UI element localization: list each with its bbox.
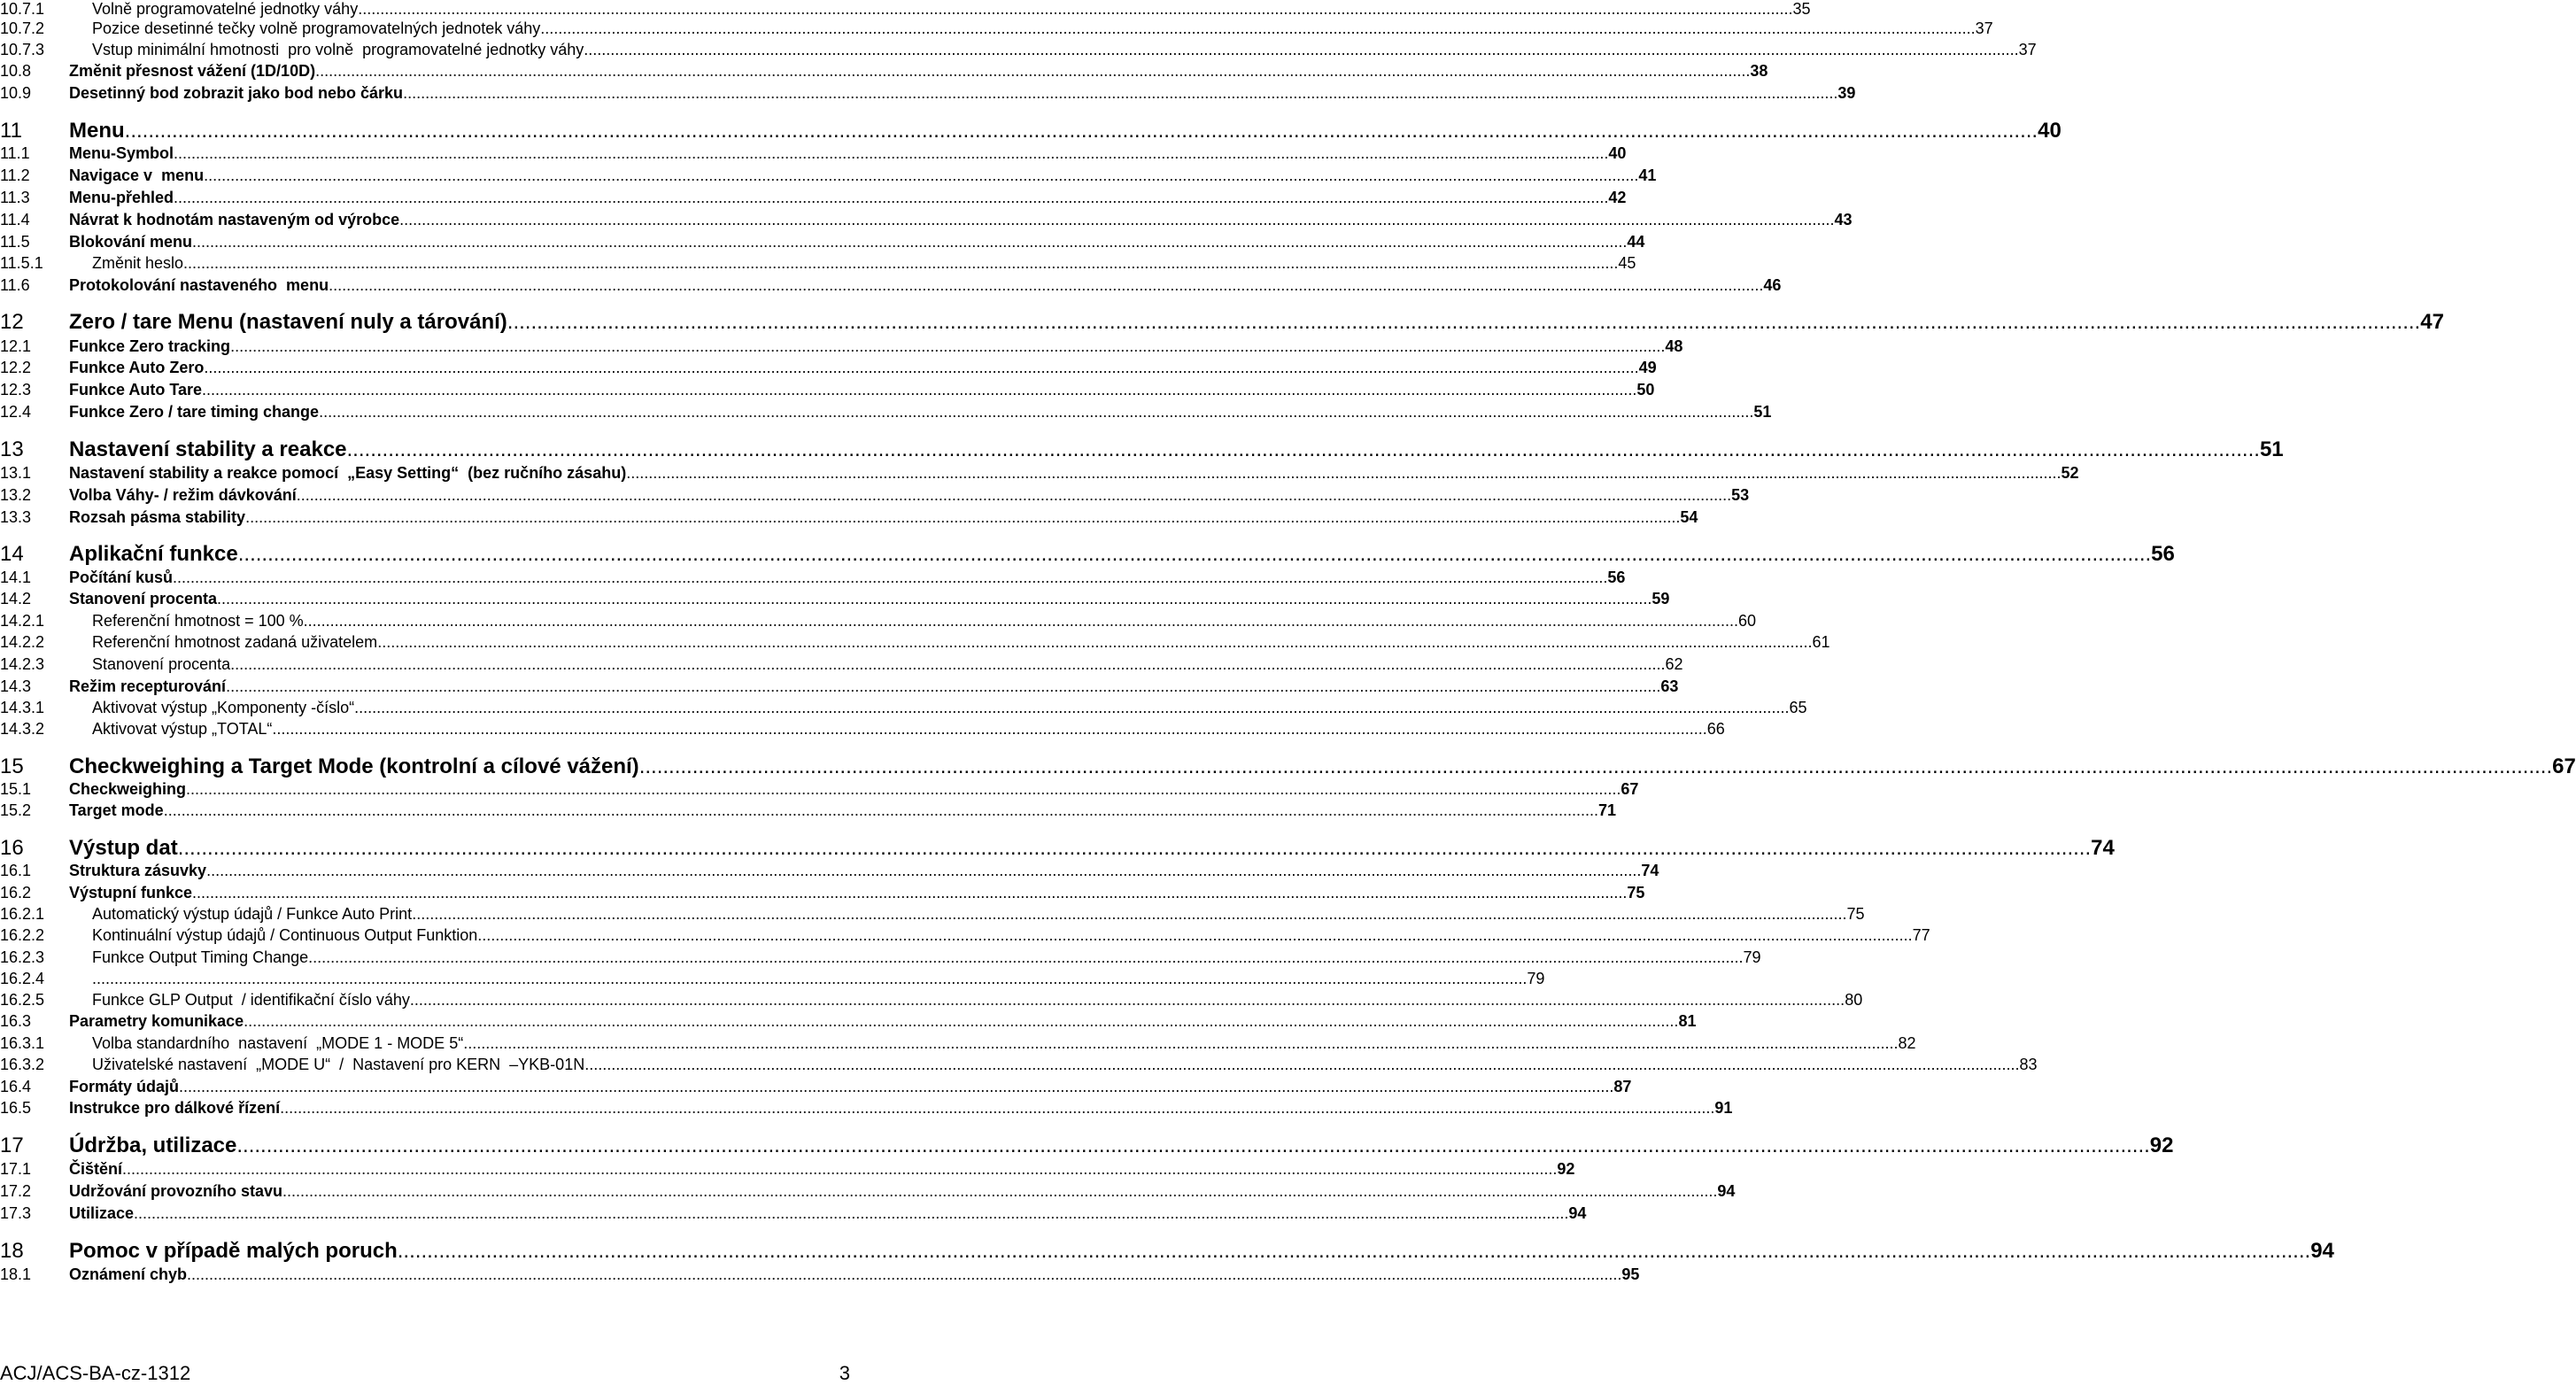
toc-entry-title: Pomoc v případě malých poruch <box>69 1239 398 1263</box>
toc-entry-number: 17 <box>0 1134 24 1157</box>
toc-leader-dots <box>403 84 1837 103</box>
toc-leader-dots <box>280 1099 1714 1118</box>
toc-leader-dots <box>122 1160 1557 1179</box>
toc-leader-dots <box>507 310 2420 335</box>
toc-entry[interactable] <box>0 926 1930 948</box>
toc-leader-dots <box>178 836 2091 861</box>
toc-entry-page: 87 <box>1613 1078 1632 1095</box>
toc-entry[interactable] <box>0 633 1830 654</box>
toc-entry[interactable] <box>0 1204 1587 1226</box>
toc-entry-number: 16.5 <box>0 1099 32 1117</box>
toc-leader-dots <box>192 884 1627 902</box>
toc-entry[interactable] <box>0 1160 1575 1181</box>
toc-entry[interactable] <box>0 970 1545 991</box>
toc-entry-number: 12.3 <box>0 381 32 398</box>
toc-entry-page: 46 <box>1763 276 1782 294</box>
toc-entry-title: Formáty údajů <box>69 1078 180 1095</box>
toc-entry-number: 10.8 <box>0 62 32 80</box>
toc-entry-number: 16.3 <box>0 1012 32 1030</box>
toc-leader-dots <box>202 381 1636 399</box>
toc-entry-number: 13.3 <box>0 508 32 526</box>
toc-entry-page: 38 <box>1750 62 1768 80</box>
toc-leader-dots <box>230 337 1665 356</box>
toc-leader-dots <box>272 720 1706 739</box>
toc-entry-title: Oznámení chyb <box>69 1265 188 1283</box>
toc-entry-page: 37 <box>2018 41 2037 58</box>
toc-entry-title: Výstup dat <box>69 836 178 860</box>
toc-entry-page: 41 <box>1638 166 1657 184</box>
toc-entry-title: Funkce Auto Tare <box>69 381 203 398</box>
toc-entry-number: 11.2 <box>0 166 30 184</box>
toc-leader-dots <box>179 1078 1613 1096</box>
toc-leader-dots <box>226 677 1660 696</box>
toc-entry[interactable] <box>0 359 1657 380</box>
toc-entry-number: 17.3 <box>0 1204 32 1222</box>
toc-entry-title: Výstupní funkce <box>69 884 193 901</box>
toc-entry-title: Checkweighing a Target Mode (kontrolní a cílové vážení) <box>69 754 639 778</box>
toc-entry[interactable] <box>0 590 1670 611</box>
toc-leader-dots <box>282 1182 1717 1201</box>
toc-entry-title: Funkce Output Timing Change <box>92 948 309 966</box>
toc-entry-page: 81 <box>1678 1012 1697 1030</box>
toc-leader-dots <box>329 276 1763 295</box>
toc-entry-number: 14.2.3 <box>0 655 45 673</box>
toc-entry[interactable] <box>0 381 1655 402</box>
toc-entry-number: 11.4 <box>0 211 30 228</box>
toc-leader-dots <box>192 233 1627 251</box>
toc-leader-dots <box>173 569 1607 587</box>
toc-entry-page: 74 <box>2091 836 2115 860</box>
toc-entry-page: 91 <box>1714 1099 1733 1117</box>
toc-leader-dots <box>358 0 1792 19</box>
toc-entry[interactable] <box>0 19 1993 41</box>
toc-leader-dots <box>297 486 1731 505</box>
toc-entry-page: 47 <box>2420 310 2444 334</box>
toc-leader-dots <box>377 633 1812 652</box>
toc-entry-title: Funkce Zero tracking <box>69 337 231 355</box>
toc-entry-page: 82 <box>1898 1034 1916 1052</box>
toc-entry-page: 40 <box>1608 144 1627 162</box>
toc-entry-title: Pozice desetinné tečky volně programovatelných jednotek váhy <box>92 19 541 37</box>
toc-leader-dots <box>304 612 1738 631</box>
toc-entry-title: Rozsah pásma stability <box>69 508 246 526</box>
toc-entry[interactable] <box>0 1239 2334 1265</box>
toc-entry-page: 40 <box>2038 119 2062 143</box>
toc-leader-dots <box>204 166 1638 185</box>
toc-leader-dots <box>206 862 1641 880</box>
toc-entry-number: 16.4 <box>0 1078 32 1095</box>
toc-entry-number: 14.2.1 <box>0 612 45 630</box>
toc-entry[interactable] <box>0 508 1698 530</box>
toc-entry[interactable] <box>0 1056 2038 1077</box>
toc-entry-title: Volba Váhy- / režim dávkování <box>69 486 297 504</box>
page-number: 3 <box>839 1362 850 1384</box>
toc-entry[interactable] <box>0 1182 1736 1203</box>
toc-entry-number: 11.3 <box>0 189 30 206</box>
toc-entry[interactable] <box>0 1134 2174 1160</box>
toc-entry-page: 71 <box>1598 801 1617 819</box>
toc-leader-dots <box>187 1265 1621 1284</box>
toc-entry-page: 56 <box>1607 569 1626 586</box>
toc-entry-number: 16.2.5 <box>0 991 45 1009</box>
toc-entry-page: 79 <box>1743 948 1761 966</box>
toc-entry-page: 75 <box>1846 905 1865 923</box>
toc-entry-page: 79 <box>1527 970 1545 987</box>
toc-entry[interactable] <box>0 62 1768 83</box>
toc-entry-page: 77 <box>1912 926 1930 944</box>
toc-entry-title: Navigace v menu <box>69 166 205 184</box>
toc-entry[interactable] <box>0 677 1679 699</box>
toc-entry-number: 12.2 <box>0 359 32 376</box>
toc-entry-number: 13.2 <box>0 486 32 504</box>
toc-entry[interactable] <box>0 464 2079 485</box>
toc-entry-page: 94 <box>1568 1204 1587 1222</box>
toc-entry[interactable] <box>0 486 1750 507</box>
toc-leader-dots <box>244 1012 1678 1031</box>
toc-leader-dots <box>217 590 1652 608</box>
toc-entry-title: Referenční hmotnost zadaná uživatelem <box>92 633 378 651</box>
toc-entry-number: 16.2.1 <box>0 905 45 923</box>
toc-entry[interactable] <box>0 41 2037 62</box>
toc-entry-number: 11 <box>0 119 22 143</box>
toc-leader-dots <box>463 1034 1898 1053</box>
toc-entry[interactable] <box>0 310 2444 337</box>
toc-entry[interactable] <box>0 233 1645 254</box>
toc-entry-title: Funkce Auto Zero <box>69 359 205 376</box>
toc-entry-page: 62 <box>1665 655 1683 673</box>
toc-entry-title: Aplikační funkce <box>69 542 238 566</box>
toc-entry-page: 95 <box>1621 1265 1640 1283</box>
toc-leader-dots <box>626 464 2061 483</box>
toc-entry-title: Referenční hmotnost = 100 % <box>92 612 304 630</box>
toc-entry-number: 14.3.1 <box>0 699 45 716</box>
toc-entry-page: 48 <box>1665 337 1683 355</box>
toc-entry-page: 65 <box>1789 699 1807 716</box>
toc-entry-page: 43 <box>1834 211 1853 228</box>
toc-entry-number: 18.1 <box>0 1265 32 1283</box>
toc-entry[interactable] <box>0 884 1645 905</box>
toc-entry[interactable] <box>0 720 1725 741</box>
toc-entry[interactable] <box>0 780 1639 801</box>
toc-leader-dots <box>347 437 2260 462</box>
toc-leader-dots <box>639 754 2552 779</box>
toc-entry-number: 14.2 <box>0 590 32 607</box>
toc-leader-dots <box>186 780 1621 799</box>
toc-entry-title: Instrukce pro dálkové řízení <box>69 1099 281 1117</box>
toc-entry-page: 35 <box>1792 0 1811 18</box>
toc-entry[interactable] <box>0 189 1627 210</box>
toc-entry[interactable] <box>0 276 1782 298</box>
toc-entry-number: 16.2 <box>0 884 32 901</box>
toc-entry-title: Checkweighing <box>69 780 187 798</box>
toc-entry[interactable] <box>0 144 1627 166</box>
toc-entry-page: 54 <box>1680 508 1698 526</box>
toc-entry-number: 14.3 <box>0 677 32 695</box>
toc-entry-number: 16.2.4 <box>0 970 45 987</box>
toc-leader-dots <box>134 1204 1568 1223</box>
toc-leader-dots <box>315 62 1750 81</box>
toc-entry[interactable] <box>0 569 1626 590</box>
toc-leader-dots <box>238 542 2151 567</box>
toc-entry-page: 50 <box>1636 381 1655 398</box>
toc-entry-title: Volba standardního nastavení „MODE 1 - MODE 5“ <box>92 1034 464 1052</box>
toc-entry-number: 14.1 <box>0 569 32 586</box>
toc-entry-page: 83 <box>2019 1056 2038 1073</box>
toc-entry-number: 13.1 <box>0 464 32 482</box>
toc-entry-title: Kontinuální výstup údajů / Continuous Output Funktion <box>92 926 478 944</box>
toc-leader-dots <box>183 254 1618 273</box>
toc-entry-page: 59 <box>1652 590 1670 607</box>
toc-entry[interactable] <box>0 801 1617 823</box>
toc-entry-page: 49 <box>1638 359 1657 376</box>
toc-entry[interactable] <box>0 1099 1733 1120</box>
toc-entry[interactable] <box>0 437 2284 464</box>
toc-entry[interactable] <box>0 119 2062 145</box>
toc-entry[interactable] <box>0 905 1865 926</box>
toc-entry-number: 16.1 <box>0 862 32 879</box>
toc-entry-title: Návrat k hodnotám nastaveným od výrobce <box>69 211 400 228</box>
toc-leader-dots <box>540 19 1975 38</box>
toc-entry-number: 15.2 <box>0 801 32 819</box>
toc-entry[interactable] <box>0 1012 1697 1033</box>
toc-entry-title: Nastavení stability a reakce <box>69 437 347 461</box>
toc-entry-title: Protokolování nastaveného menu <box>69 276 329 294</box>
toc-leader-dots <box>236 1134 2149 1158</box>
toc-entry-title: Zero / tare Menu (nastavení nuly a tárování) <box>69 310 507 334</box>
toc-leader-dots <box>245 508 1680 527</box>
toc-leader-dots <box>477 926 1912 945</box>
toc-entry[interactable] <box>0 991 1863 1012</box>
toc-entry-page: 52 <box>2061 464 2079 482</box>
toc-entry-title: Automatický výstup údajů / Funkce Auto Print <box>92 905 413 923</box>
toc-entry-number: 14 <box>0 542 24 566</box>
toc-entry-title: Režim recepturování <box>69 677 227 695</box>
toc-entry-title: Stanovení procenta <box>69 590 218 607</box>
toc-entry-page: 74 <box>1641 862 1659 879</box>
toc-leader-dots <box>319 403 1753 422</box>
toc-entry-title: Změnit přesnost vážení (1D/10D) <box>69 62 316 80</box>
toc-entry[interactable] <box>0 337 1683 359</box>
toc-entry-number: 16.2.3 <box>0 948 45 966</box>
toc-entry-title: Počítání kusů <box>69 569 174 586</box>
toc-entry-page: 75 <box>1627 884 1645 901</box>
toc-entry[interactable] <box>0 1034 1916 1056</box>
toc-leader-dots <box>174 144 1608 163</box>
toc-entry[interactable] <box>0 655 1683 677</box>
toc-entry-page: 53 <box>1731 486 1750 504</box>
toc-entry-page: 61 <box>1812 633 1830 651</box>
toc-leader-dots <box>399 211 1834 229</box>
toc-entry[interactable] <box>0 754 2576 781</box>
toc-entry-title: Funkce Zero / tare timing change <box>69 403 320 421</box>
toc-entry-number: 11.6 <box>0 276 30 294</box>
toc-entry-title: Udržování provozního stavu <box>69 1182 283 1200</box>
toc-entry-title: Údržba, utilizace <box>69 1134 237 1157</box>
toc-leader-dots <box>125 119 2038 143</box>
toc-entry-number: 17.2 <box>0 1182 32 1200</box>
toc-entry[interactable] <box>0 0 1811 21</box>
toc-entry-title: Struktura zásuvky <box>69 862 207 879</box>
toc-entry-title: Volně programovatelné jednotky váhy <box>92 0 359 18</box>
toc-entry-number: 16.3.1 <box>0 1034 45 1052</box>
toc-entry-number: 12.1 <box>0 337 32 355</box>
toc-entry-title: Menu-přehled <box>69 189 174 206</box>
toc-leader-dots <box>354 699 1789 717</box>
toc-entry-number: 14.3.2 <box>0 720 45 738</box>
toc-entry-number: 11.5 <box>0 233 30 251</box>
toc-leader-dots <box>92 970 1527 988</box>
toc-entry[interactable] <box>0 166 1657 188</box>
toc-entry[interactable] <box>0 254 1636 275</box>
toc-entry-title: Čištění <box>69 1160 123 1178</box>
toc-entry[interactable] <box>0 1078 1632 1099</box>
toc-leader-dots <box>174 189 1608 207</box>
toc-entry[interactable] <box>0 1265 1640 1287</box>
toc-entry-title: Uživatelské nastavení „MODE U“ / Nastavení pro KERN –YKB-01N <box>92 1056 585 1073</box>
toc-entry-number: 12 <box>0 310 24 334</box>
toc-entry-number: 10.7.2 <box>0 19 45 37</box>
toc-leader-dots <box>398 1239 2310 1264</box>
toc-entry-title: Menu <box>69 119 125 143</box>
toc-entry[interactable] <box>0 862 1659 883</box>
toc-entry-number: 11.5.1 <box>0 254 43 272</box>
toc-entry-number: 10.7.3 <box>0 41 45 58</box>
toc-entry-page: 37 <box>1975 19 1993 37</box>
toc-entry-number: 10.7.1 <box>0 0 45 18</box>
toc-entry-page: 42 <box>1608 189 1627 206</box>
toc-entry-title: Parametry komunikace <box>69 1012 244 1030</box>
toc-leader-dots <box>410 991 1845 1010</box>
toc-entry[interactable] <box>0 211 1853 232</box>
toc-entry-page: 67 <box>1621 780 1639 798</box>
toc-entry-page: 44 <box>1627 233 1645 251</box>
toc-leader-dots <box>164 801 1598 820</box>
toc-entry-page: 66 <box>1706 720 1725 738</box>
toc-entry-title: Stanovení procenta <box>92 655 231 673</box>
toc-entry[interactable] <box>0 699 1807 720</box>
toc-leader-dots <box>584 1056 2019 1074</box>
toc-entry-page: 63 <box>1660 677 1679 695</box>
toc-entry-number: 12.4 <box>0 403 32 421</box>
toc-entry-page: 92 <box>2149 1134 2174 1157</box>
toc-entry[interactable] <box>0 836 2115 863</box>
toc-entry[interactable] <box>0 403 1772 424</box>
toc-entry-title: Změnit heslo <box>92 254 184 272</box>
document-id: ACJ/ACS-BA-cz-1312 <box>0 1362 191 1384</box>
toc-entry-title: Aktivovat výstup „TOTAL“ <box>92 720 273 738</box>
toc-entry-page: 94 <box>1717 1182 1736 1200</box>
toc-entry-page: 60 <box>1737 612 1756 630</box>
toc-leader-dots <box>584 41 2018 59</box>
toc-entry-number: 13 <box>0 437 24 461</box>
toc-entry-number: 14.2.2 <box>0 633 45 651</box>
toc-entry-page: 39 <box>1837 84 1856 102</box>
toc-entry-title: Utilizace <box>69 1204 135 1222</box>
toc-entry-page: 67 <box>2552 754 2576 778</box>
toc-entry-number: 15 <box>0 754 24 778</box>
toc-entry-number: 16.2.2 <box>0 926 45 944</box>
toc-entry-number: 11.1 <box>0 144 30 162</box>
page-footer <box>0 1362 850 1385</box>
toc-entry-title: Funkce GLP Output / identifikační číslo váhy <box>92 991 410 1009</box>
toc-entry[interactable] <box>0 612 1756 633</box>
toc-entry-title: Target mode <box>69 801 164 819</box>
toc-entry-title: Blokování menu <box>69 233 193 251</box>
toc-leader-dots <box>412 905 1846 924</box>
toc-entry[interactable] <box>0 542 2175 569</box>
toc-entry-number: 17.1 <box>0 1160 32 1178</box>
toc-entry-number: 16 <box>0 836 24 860</box>
toc-entry-page: 80 <box>1845 991 1863 1009</box>
toc-entry-page: 92 <box>1557 1160 1575 1178</box>
toc-entry-number: 18 <box>0 1239 24 1263</box>
toc-entry-title: Nastavení stability a reakce pomocí „Easy Setting“ (bez ručního zásahu) <box>69 464 627 482</box>
toc-entry-title: Menu-Symbol <box>69 144 174 162</box>
toc-entry-title: Aktivovat výstup „Komponenty -číslo“ <box>92 699 355 716</box>
toc-entry[interactable] <box>0 948 1761 970</box>
toc-leader-dots <box>308 948 1743 967</box>
toc-entry-page: 51 <box>2259 437 2284 461</box>
toc-entry-title: Vstup minimální hmotnosti pro volně programovatelné jednotky váhy <box>92 41 584 58</box>
toc-entry-page: 94 <box>2310 1239 2334 1263</box>
toc-entry-page: 51 <box>1753 403 1772 421</box>
toc-leader-dots <box>204 359 1638 377</box>
toc-entry-page: 56 <box>2151 542 2175 566</box>
toc-entry-number: 10.9 <box>0 84 32 102</box>
toc-entry-number: 15.1 <box>0 780 32 798</box>
toc-entry-page: 45 <box>1618 254 1636 272</box>
toc-entry-number: 16.3.2 <box>0 1056 45 1073</box>
toc-leader-dots <box>230 655 1665 674</box>
toc-entry[interactable] <box>0 84 1856 105</box>
toc-entry-title: Desetinný bod zobrazit jako bod nebo čárku <box>69 84 404 102</box>
